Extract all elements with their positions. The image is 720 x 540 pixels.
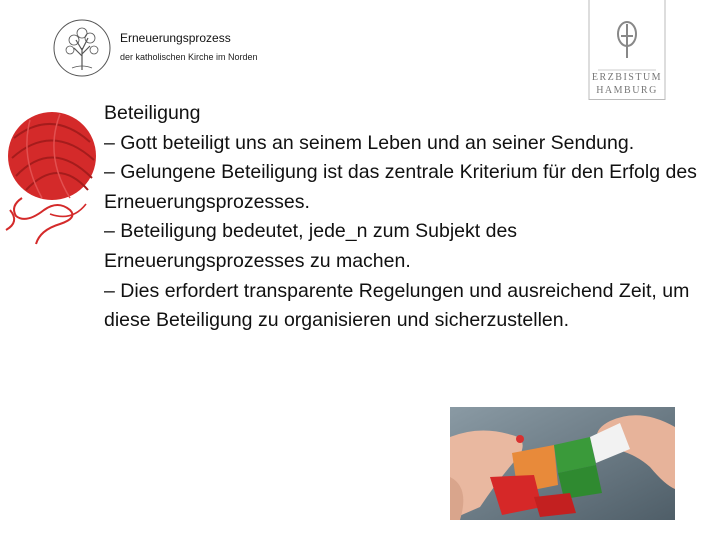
yarn-ball-image	[0, 98, 100, 250]
bullet-item-4: – Dies erfordert transparente Regelungen und ausreichend Zeit, um diese Beteiligung zu organisieren und sicherzustellen.	[104, 279, 690, 332]
header-subtitle: der katholischen Kirche im Norden	[120, 52, 258, 62]
bullet-item-2: – Gelungene Beteiligung ist das zentrale Kriterium für den Erfolg des Erneuerungsprozesses.	[104, 161, 697, 213]
erzbistum-line2: HAMBURG	[596, 85, 658, 96]
bullet-item-1: – Gott beteiligt uns an seinem Leben und an seiner Sendung.	[104, 131, 635, 154]
header-title: Erneuerungsprozess	[120, 31, 231, 45]
tree-logo-icon	[52, 18, 112, 78]
content-heading: Beteiligung	[104, 102, 201, 124]
bullet-item-3: – Beteiligung bedeutet, jede_n zum Subjekt des Erneuerungsprozesses zu machen.	[104, 220, 518, 272]
erzbistum-line1: ERZBISTUM	[591, 72, 663, 83]
puzzle-hands-photo	[450, 407, 675, 520]
main-text-block	[104, 99, 704, 336]
